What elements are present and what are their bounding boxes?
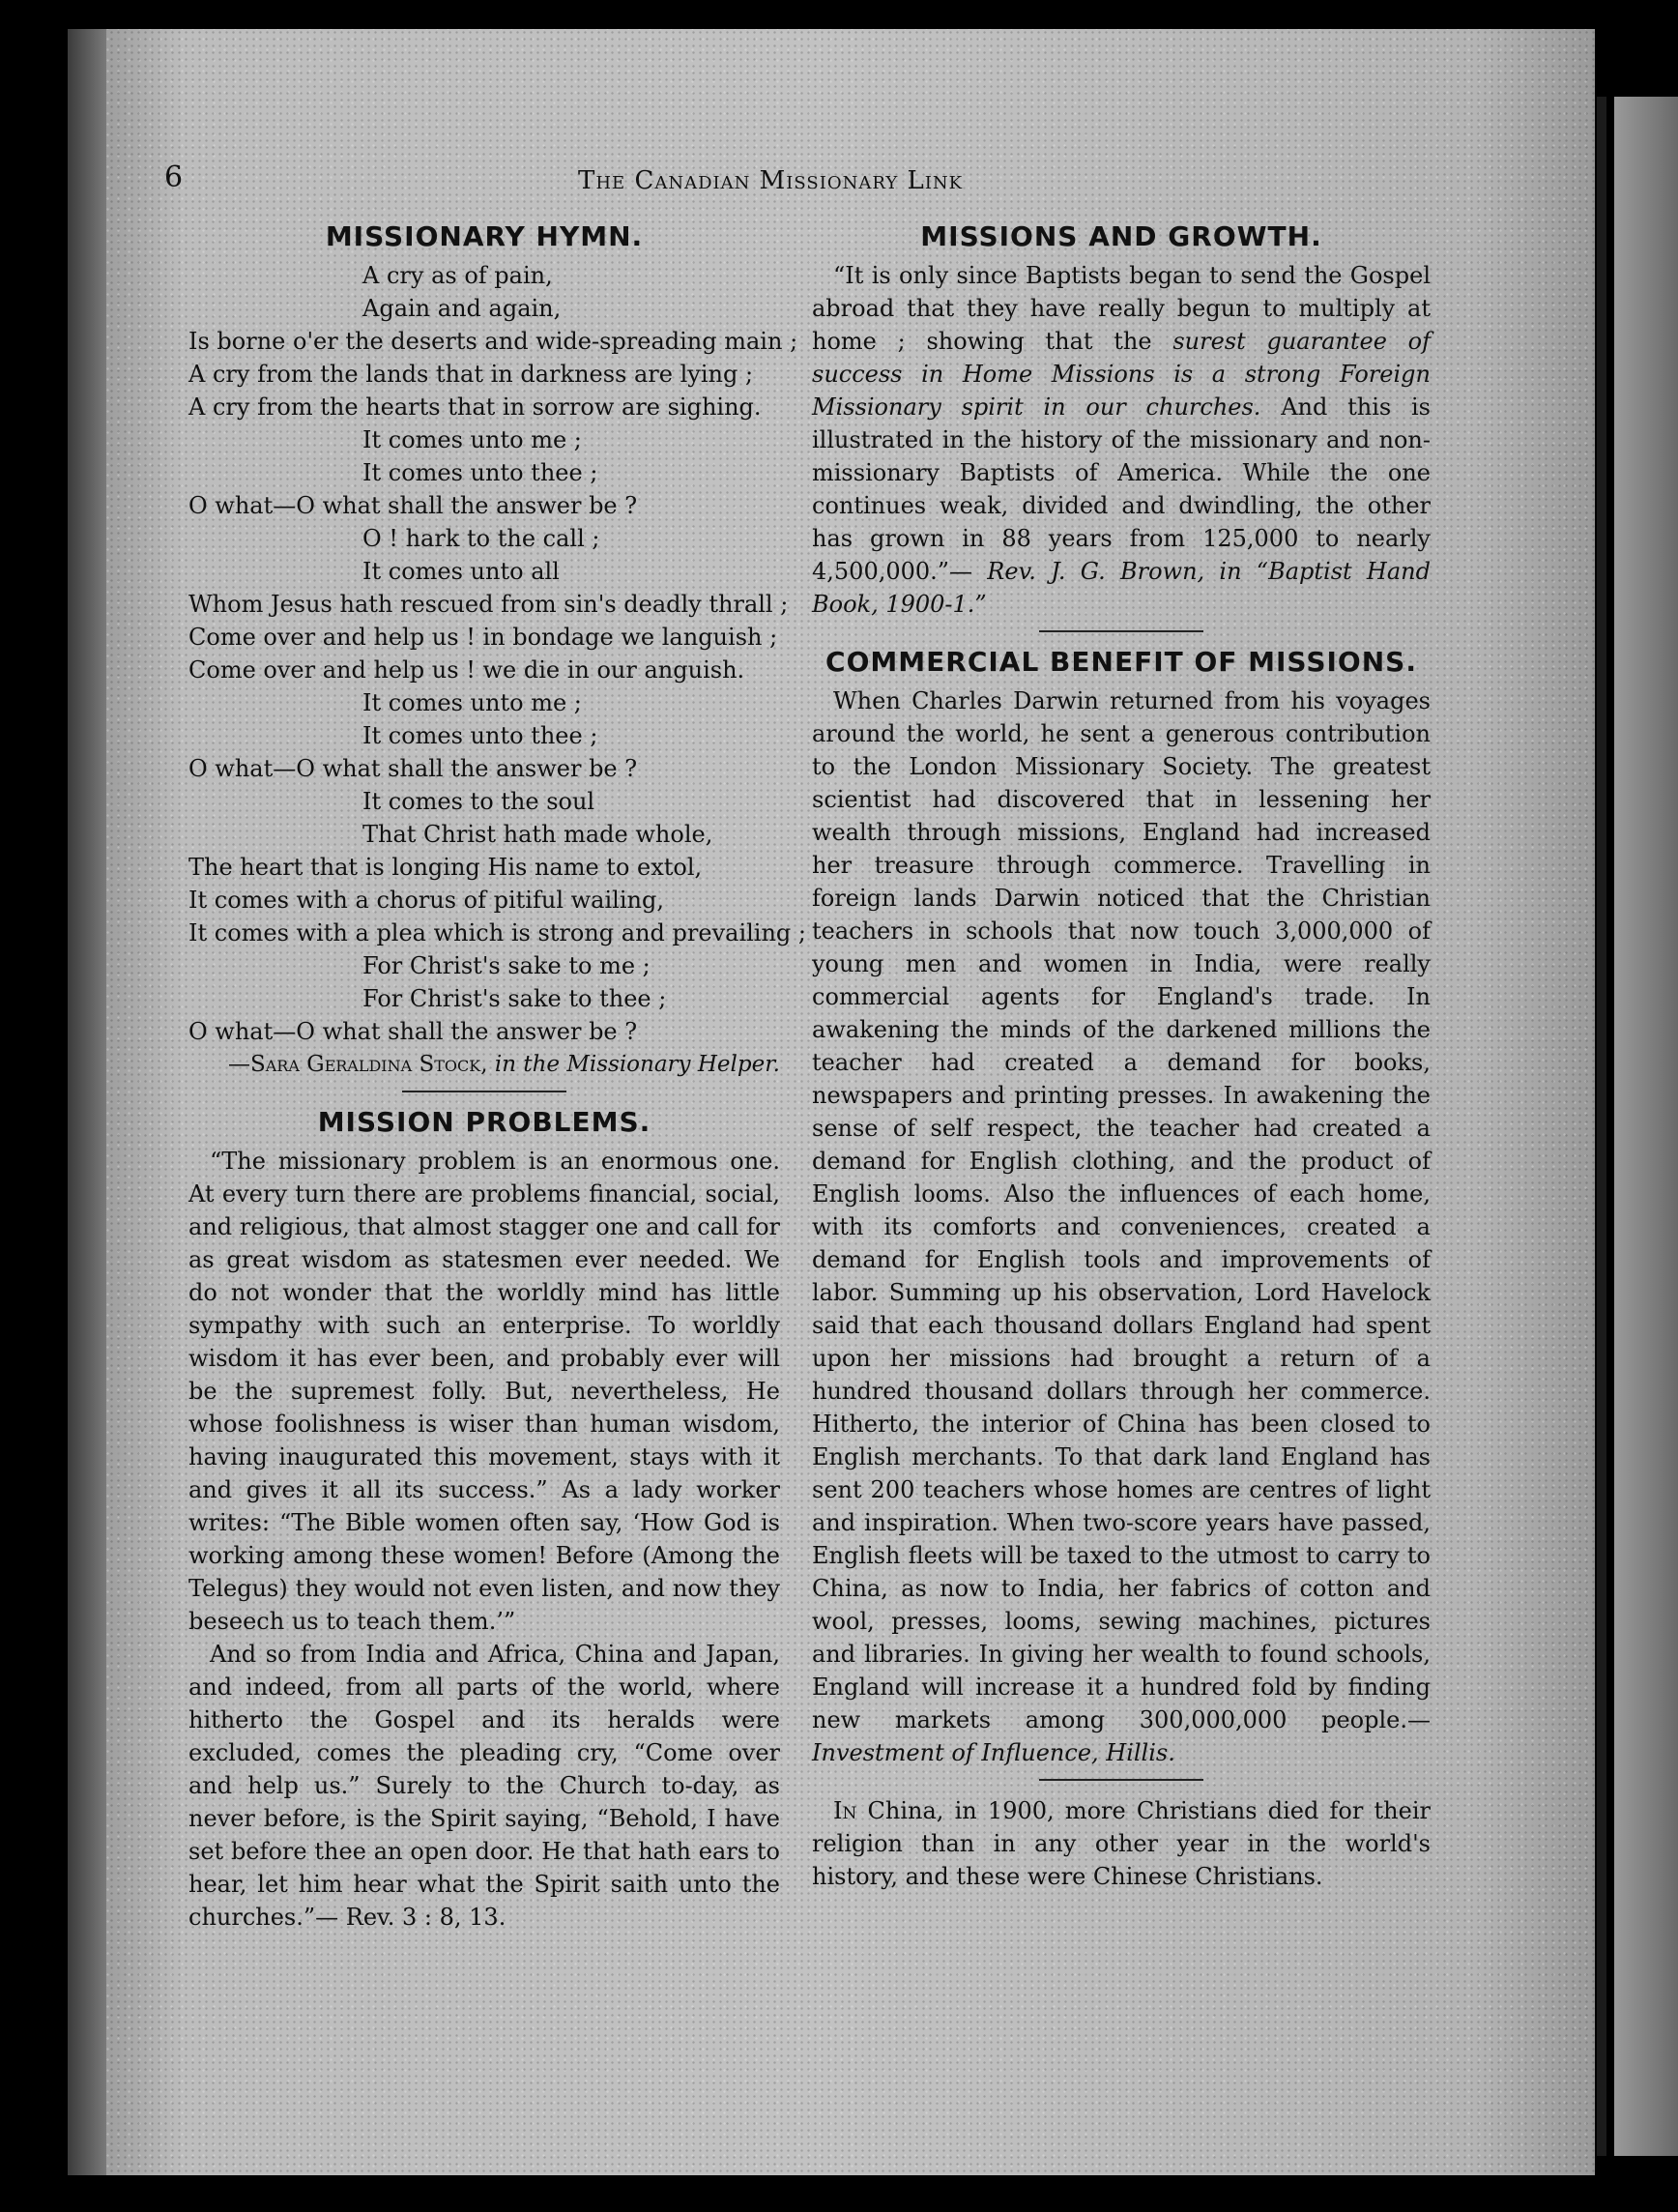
mission-problems-title: MISSION PROBLEMS.: [317, 1106, 651, 1138]
hymn-line: It comes unto me ;: [362, 689, 582, 716]
china-note: [812, 1794, 1431, 1893]
missions-growth-text-b: And this is illustrated in the history of the missionary and non-missionary Baptists of America. While the one continues weak, divided and dwindling, the other has grown in 88 years from 125,000 to nearly 4,500,000.”—: [812, 393, 1432, 585]
right-column: [812, 220, 1431, 1893]
mission-problems-para-1: “The missionary problem is an enormous one. At every turn there are problems financial, social, and religious, that almost stagger one and call for as great wisdom as statesmen ever needed. We do not wonder that the worldly mind has little sympathy with such an enterprise. To worldly wisdom it has ever been, and probably ever will be the supremest folly. But, nevertheless, He whose foolishness is wiser than human wisdom, having inaugurated this movement, stays with it and gives it all its success.” As a lady worker writes: “The Bible women often say, ‘How God is working among these women! Before (Among the Telegus) they would not even listen, and now they beseech us to teach them.’”: [188, 1148, 780, 1635]
hymn-line: Come over and help us ! we die in our anguish.: [188, 656, 745, 684]
hymn-line: It comes to the soul: [362, 788, 595, 815]
hymn-line: It comes unto thee ;: [362, 722, 598, 749]
missions-growth-citation: Rev. J. G. Brown, in “Baptist Hand Book, 1900-1.”: [812, 558, 1431, 618]
left-column: [188, 220, 806, 1934]
section-divider: [402, 1091, 566, 1092]
hymn-line: That Christ hath made whole,: [362, 821, 713, 848]
hymn-title: MISSIONARY HYMN.: [325, 220, 644, 252]
commercial-benefit-citation: Investment of Influence, Hillis.: [812, 1739, 1175, 1766]
hymn-author: —Sara Geraldina Stock,: [227, 1052, 488, 1077]
hymn-line: Come over and help us ! in bondage we languish ;: [188, 624, 778, 651]
hymn-line: O what—O what shall the answer be ?: [188, 1018, 638, 1045]
hymn-line: For Christ's sake to me ;: [362, 952, 651, 979]
page-number: 6: [164, 160, 184, 194]
missions-growth-title: MISSIONS AND GROWTH.: [920, 220, 1322, 252]
binding-edge: [68, 29, 106, 2175]
hymn-attribution: [188, 1048, 780, 1081]
hymn-line: O what—O what shall the answer be ?: [188, 755, 638, 782]
china-note-text: China, in 1900, more Christians died for their religion than in any other year in the world's history, and these were Chinese Christians.: [812, 1797, 1431, 1890]
hymn-line: Again and again,: [362, 295, 562, 322]
running-title: The Canadian Missionary Link: [578, 166, 964, 195]
commercial-benefit-title: COMMERCIAL BENEFIT OF MISSIONS.: [825, 646, 1417, 678]
hymn-line: It comes unto all: [362, 558, 560, 585]
hymn-line: A cry as of pain,: [362, 262, 553, 289]
hymn-line: Whom Jesus hath rescued from sin's deadly thrall ;: [188, 591, 789, 618]
hymn-line: It comes unto me ;: [362, 426, 582, 453]
hymn-line: It comes with a chorus of pitiful wailing,: [188, 887, 664, 914]
hymn-source: in the Missionary Helper.: [494, 1052, 780, 1077]
hymn-line: A cry from the hearts that in sorrow are sighing.: [188, 393, 762, 421]
hymn-line: It comes with a plea which is strong and prevailing ;: [188, 919, 806, 946]
section-divider: [1039, 1779, 1203, 1781]
missions-growth-text-italic: surest guarantee of success in Home Missions is a strong Foreign Missionary spirit in our churches.: [812, 328, 1431, 421]
hymn-line: O ! hark to the call ;: [362, 525, 600, 552]
page-gutter: [1597, 97, 1606, 2156]
missions-growth-text-a: “It is only since Baptists began to send the Gospel abroad that they have really begun to multiply at home ; showing that the: [812, 262, 1431, 355]
adjacent-page-edge: [1614, 97, 1678, 2156]
hymn-line: It comes unto thee ;: [362, 459, 598, 486]
hymn-line: O what—O what shall the answer be ?: [188, 492, 638, 519]
commercial-benefit-body: When Charles Darwin returned from his voyages around the world, he sent a generous contribution to the London Missionary Society. The greatest scientist had discovered that in lessening her wealth through missions, England had increased her treasure through commerce. Travelling in foreign lands Darwin noticed that the Christian teachers in schools that now touch 3,000,000 of young men and women in India, were really commercial agents for England's trade. In awakening the minds of the darkened millions the teacher had created a demand for books, newspapers and printing presses. In awakening the sense of self respect, the teacher had created a demand for English clothing, and the product of English looms. Also the influences of each home, with its comforts and conveniences, created a demand for English tools and improvements of labor. Summing up his observation, Lord Havelock said that each thousand dollars England had spent upon her missions had brought a return of a hundred thousand dollars through her commerce. Hitherto, the interior of China has been closed to English merchants. To that dark land England has sent 200 teachers whose homes are centres of light and inspiration. When two-score years have passed, English fleets will be taxed to the utmost to carry to China, as now to India, her fabrics of cotton and wool, presses, looms, sewing machines, pictures and libraries. In giving her wealth to found schools, England will increase it a hundred fold by finding new markets among 300,000,000 people.—: [812, 687, 1431, 1733]
section-divider: [1039, 630, 1203, 632]
mission-problems-para-2: And so from India and Africa, China and Japan, and indeed, from all parts of the world, where hitherto the Gospel and its heralds were excluded, comes the pleading cry, “Come over and help us.” Surely to the Church to-day, as never before, is the Spirit saying, “Behold, I have set before thee an open door. He that hath ears to hear, let him hear what the Spirit saith unto the churches.”— Rev. 3 : 8, 13.: [188, 1641, 780, 1931]
china-note-lead: In: [833, 1797, 857, 1824]
hymn-line: The heart that is longing His name to extol,: [188, 854, 703, 881]
commercial-benefit-text: [812, 684, 1431, 1769]
hymn-line: A cry from the lands that in darkness are lying ;: [188, 361, 754, 388]
hymn-line: Is borne o'er the deserts and wide-spreading main ;: [188, 328, 798, 355]
hymn-line: For Christ's sake to thee ;: [362, 985, 667, 1012]
missions-growth-text: [812, 259, 1431, 621]
hymn-lines: [188, 259, 806, 1048]
